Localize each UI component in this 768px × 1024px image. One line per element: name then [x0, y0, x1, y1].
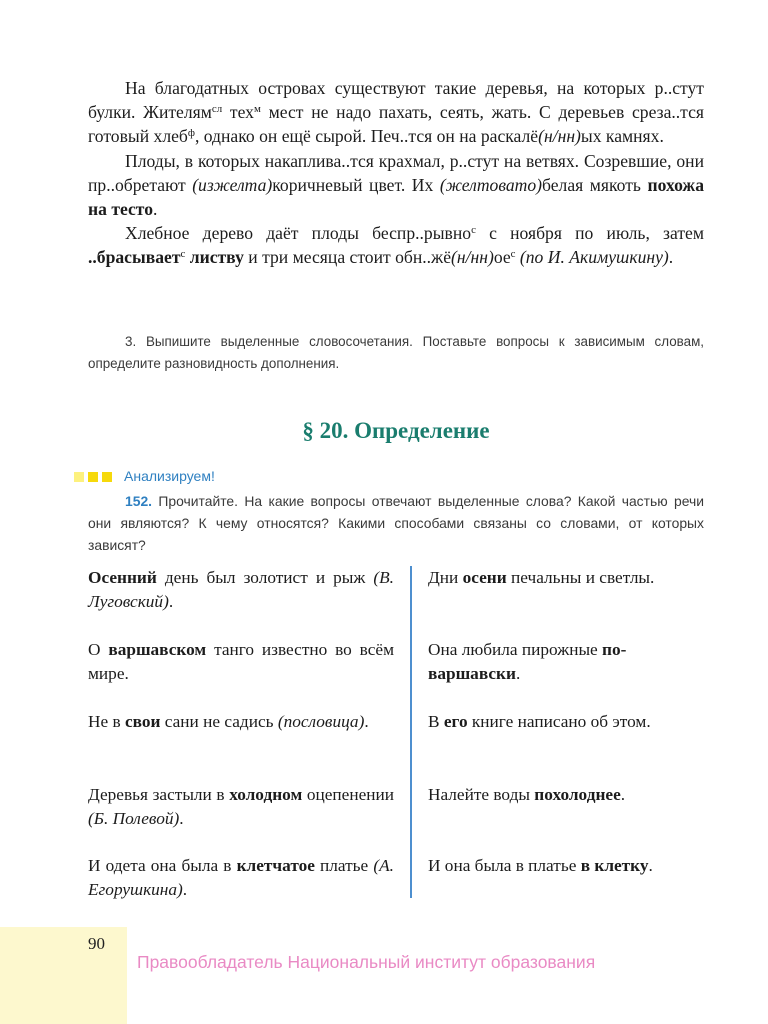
analyze-label: Анализируем!	[124, 468, 215, 484]
exercise-text: 152. Прочитайте. На какие вопросы отвечают выделенные слова? Какой частью речи они являются? К чему относятся? Какими способами связаны со словами, от которых зависят?	[88, 493, 704, 553]
left-example: И одета она была в клетчатое платье (А. Егорушкина).	[88, 856, 394, 900]
exercise-number: 152.	[125, 493, 153, 509]
section-marker	[74, 472, 112, 484]
task-text: 3. Выпишите выделенные словосочетания. Поставьте вопросы к зависимым словам, определите разновидность дополнения.	[88, 334, 704, 371]
right-example: И она была в платье в клетку.	[428, 856, 653, 875]
left-example: Осенний день был золотист и рыж (В. Луговский).	[88, 568, 394, 612]
right-example: Налейте воды похолоднее.	[428, 785, 626, 804]
intro-paragraph: Плоды, в которых накаплива..тся крахмал, р..стут на ветвях. Созревшие, они пр..обретают (изжелта)коричневый цвет. Их (желтовато)белая мякоть похожа на тесто.	[88, 150, 704, 220]
page-number: 90	[88, 934, 105, 953]
left-example: Деревья застыли в холодном оцепенении (Б. Полевой).	[88, 785, 394, 829]
column-divider	[410, 566, 412, 898]
copyright-footer: Правообладатель Национальный институт образования	[137, 952, 596, 972]
right-example: Дни осени печальны и светлы.	[428, 568, 655, 587]
intro-paragraph: Хлебное дерево даёт плоды беспр..рывно$^с$ с ноября по июль, затем ..брасывает$^с$ листву и три месяца стоит $обн..жё(н/нн)ое^с$ (по И. Акимушкину).	[88, 223, 704, 268]
marker-square	[102, 472, 112, 482]
exercise-instruction	[88, 490, 704, 556]
marker-square	[88, 472, 98, 482]
task-instruction	[88, 331, 704, 375]
right-example: Она любила пирожные по-варшавски.	[428, 640, 627, 684]
right-example: В его книге написано об этом.	[428, 712, 651, 731]
page-corner-tint	[0, 927, 127, 1024]
intro-text	[88, 76, 704, 270]
left-example: О варшавском танго известно во всём мире.	[88, 640, 395, 684]
intro-paragraph: На благодатных островах существуют такие деревья, на которых р..стут булки. Жителям$^{сл}$ тех$^м$ мест не надо пахать, сеять, жать. С деревьев среза..тся готовый хлеб$^ф$, однако он ещё сырой. Печ..тся он на раскалё(н/нн)ых камнях.	[88, 78, 704, 147]
section-heading: § 20. Определение	[302, 418, 490, 443]
left-example: Не в свои сани не садись (пословица).	[88, 712, 369, 731]
marker-square	[74, 472, 84, 482]
